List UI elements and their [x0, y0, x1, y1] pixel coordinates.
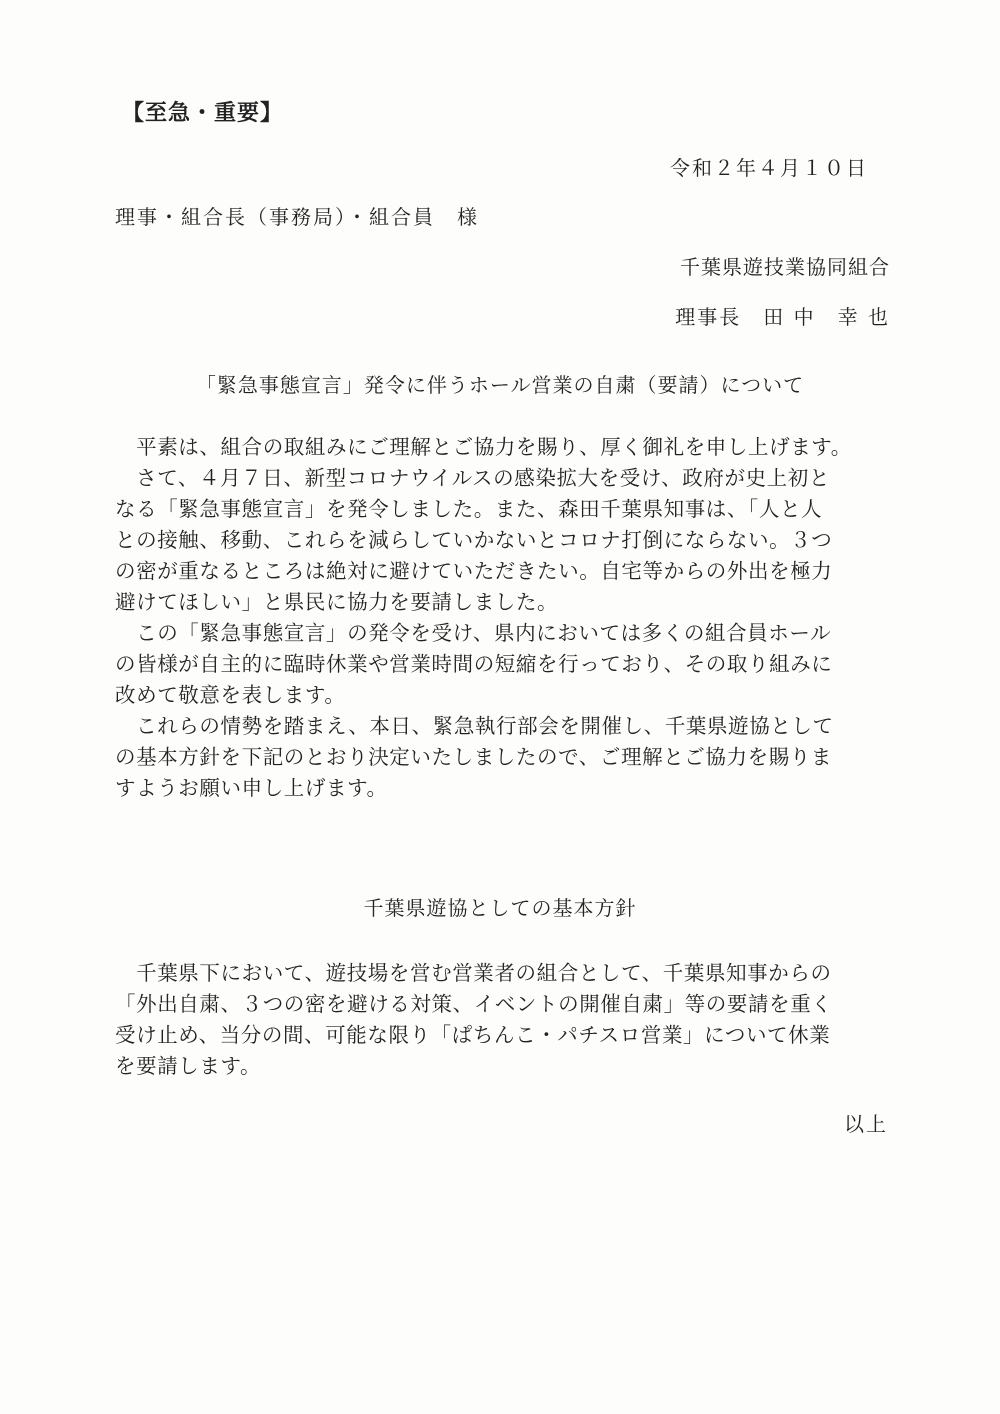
policy-text	[115, 958, 895, 1082]
body-line: の密が重なるところは絶対に避けていただきたい。自宅等からの外出を極力	[115, 559, 833, 583]
document-title: 「緊急事態宣言」発令に伴うホール営業の自粛（要請）について	[195, 373, 805, 397]
document-date: 令和２年４月１０日	[670, 156, 868, 180]
policy-line: 千葉県下において、遊技場を営む営業者の組合として、千葉県知事からの	[115, 961, 832, 985]
recipient-line: 理事・組合長（事務局）・組合員 様	[115, 205, 479, 229]
sender-organization: 千葉県遊技業協同組合	[680, 255, 890, 279]
body-line: さて、４月７日、新型コロナウイルスの感染拡大を受け、政府が史上初と	[115, 466, 830, 490]
urgent-label: 【至急・重要】	[122, 101, 284, 126]
body-line: の基本方針を下記のとおり決定いたしましたので、ご理解とご協力を賜りま	[115, 745, 832, 769]
policy-line: 「外出自粛、３つの密を避ける対策、イベントの開催自粛」等の要請を重く	[115, 992, 833, 1016]
body-line: なる「緊急事態宣言」を発令しました。また、森田千葉県知事は、「人と人	[115, 497, 823, 521]
body-line: これらの情勢を踏まえ、本日、緊急執行部会を開催し、千葉県遊協として	[115, 714, 834, 738]
body-line: すようお願い申し上げます。	[115, 776, 388, 800]
body-line: この「緊急事態宣言」の発令を受け、県内においては多くの組合員ホール	[115, 621, 832, 645]
body-line: の皆様が自主的に臨時休業や営業時間の短縮を行っており、その取り組みに	[115, 652, 833, 676]
body-line: 避けてほしい」と県民に協力を要請しました。	[115, 590, 559, 614]
body-text	[115, 432, 895, 804]
policy-line: を要請します。	[115, 1054, 262, 1078]
sender-chairman: 理事長 田 中 幸 也	[675, 305, 890, 329]
policy-line: 受け止め、当分の間、可能な限り「ぱちんこ・パチスロ営業」について休業	[115, 1023, 831, 1047]
body-line: との接触、移動、これらを減らしていかないとコロナ打倒にならない。３つ	[115, 528, 833, 552]
body-line: 改めて敬意を表します。	[115, 683, 346, 707]
closing-mark: 以上	[844, 1112, 888, 1136]
policy-title: 千葉県遊協としての基本方針	[363, 896, 637, 920]
body-line: 平素は、組合の取組みにご理解とご協力を賜り、厚く御礼を申し上げます。	[115, 435, 852, 459]
